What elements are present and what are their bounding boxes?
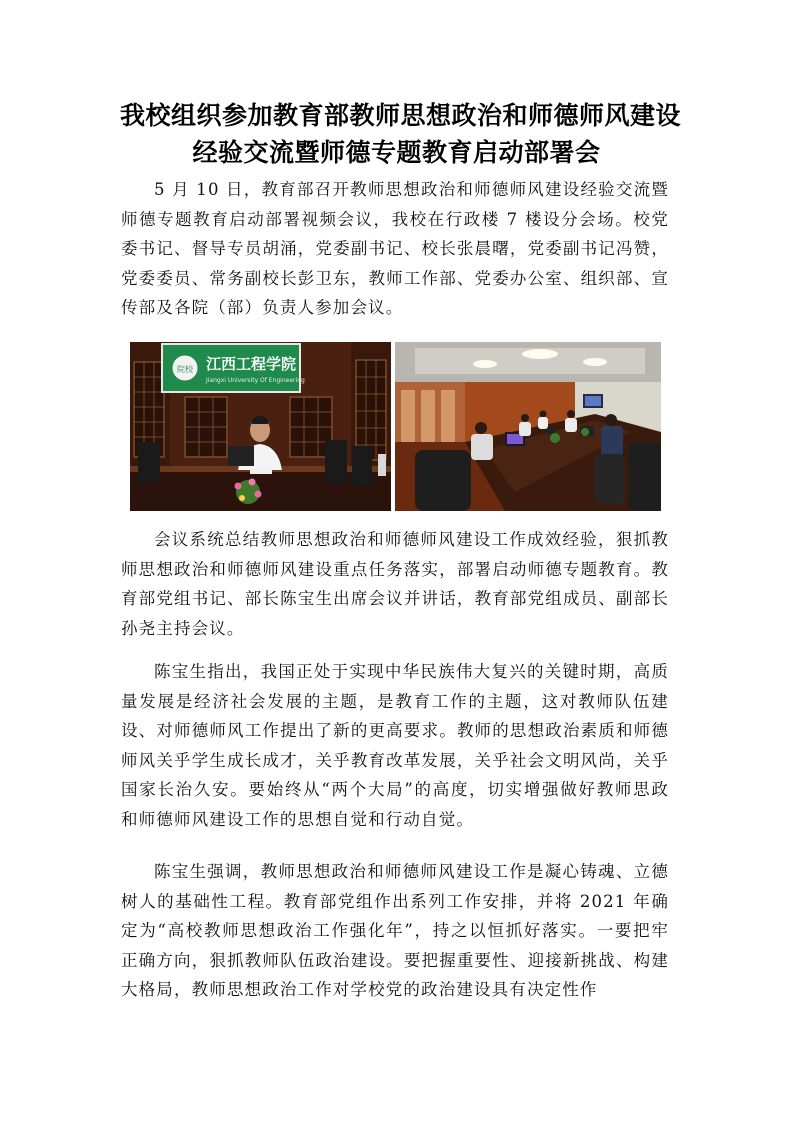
school-sign-name: 江西工程学院 [206,355,297,373]
school-sign-english: Jiangxi University Of Engineering [206,377,305,384]
paragraph-1: 5 月 10 日，教育部召开教师思想政治和师德师风建设经验交流暨师德专题教育启动部署视频会议，我校在行政楼 7 楼设分会场。校党委书记、督导专员胡涌，党委副书记、校长张晨曙，党委副书记冯赞，党委委员、常务副校长彭卫东，教师工作部、党委办公室、组织部、宣传部及各院（部）负责人参加会议。 [121,180,669,318]
meeting-photo-right [395,342,661,511]
meeting-photo-left [130,342,391,511]
paragraph-2: 会议系统总结教师思想政治和师德师风建设工作成效经验，狠抓教师思想政治和师德师风建设重点任务落实，部署启动师德专题教育。教育部党组书记、部长陈宝生出席会议并讲话，教育部党组成员、副部长孙尧主持会议。 [121,530,669,638]
paragraph-3: 陈宝生指出，我国正处于实现中华民族伟大复兴的关键时期，高质量发展是经济社会发展的主题，是教育工作的主题，这对教师队伍建设、对师德师风工作提出了新的更高要求。教师的思想政治素质和师德师风关乎学生成长成才，关乎教育改革发展，关乎社会文明风尚，关乎国家长治久安。要始终从“两个大局”的高度，切实增强做好教师思政和师德师风建设工作的思想自觉和行动自觉。 [121,662,669,829]
document-title-line-1: 我校组织参加教育部教师思想政治和师德师风建设 [120,101,682,130]
seal-text: 院校 [177,365,193,374]
paragraph-4: 陈宝生强调，教师思想政治和师德师风建设工作是凝心铸魂、立德树人的基础性工程。教育部党组作出系列工作安排，并将 2021 年确定为“高校教师思想政治工作强化年”，持之以恒抓好落实。一要把牢正确方向，狠抓教师队伍政治建设。要把握重要性、迎接新挑战、构建大格局，教师思想政治工作对学校党的政治建设具有决定性作 [121,862,669,1000]
document-title-line-2: 经验交流暨师德专题教育启动部署会 [192,138,601,167]
